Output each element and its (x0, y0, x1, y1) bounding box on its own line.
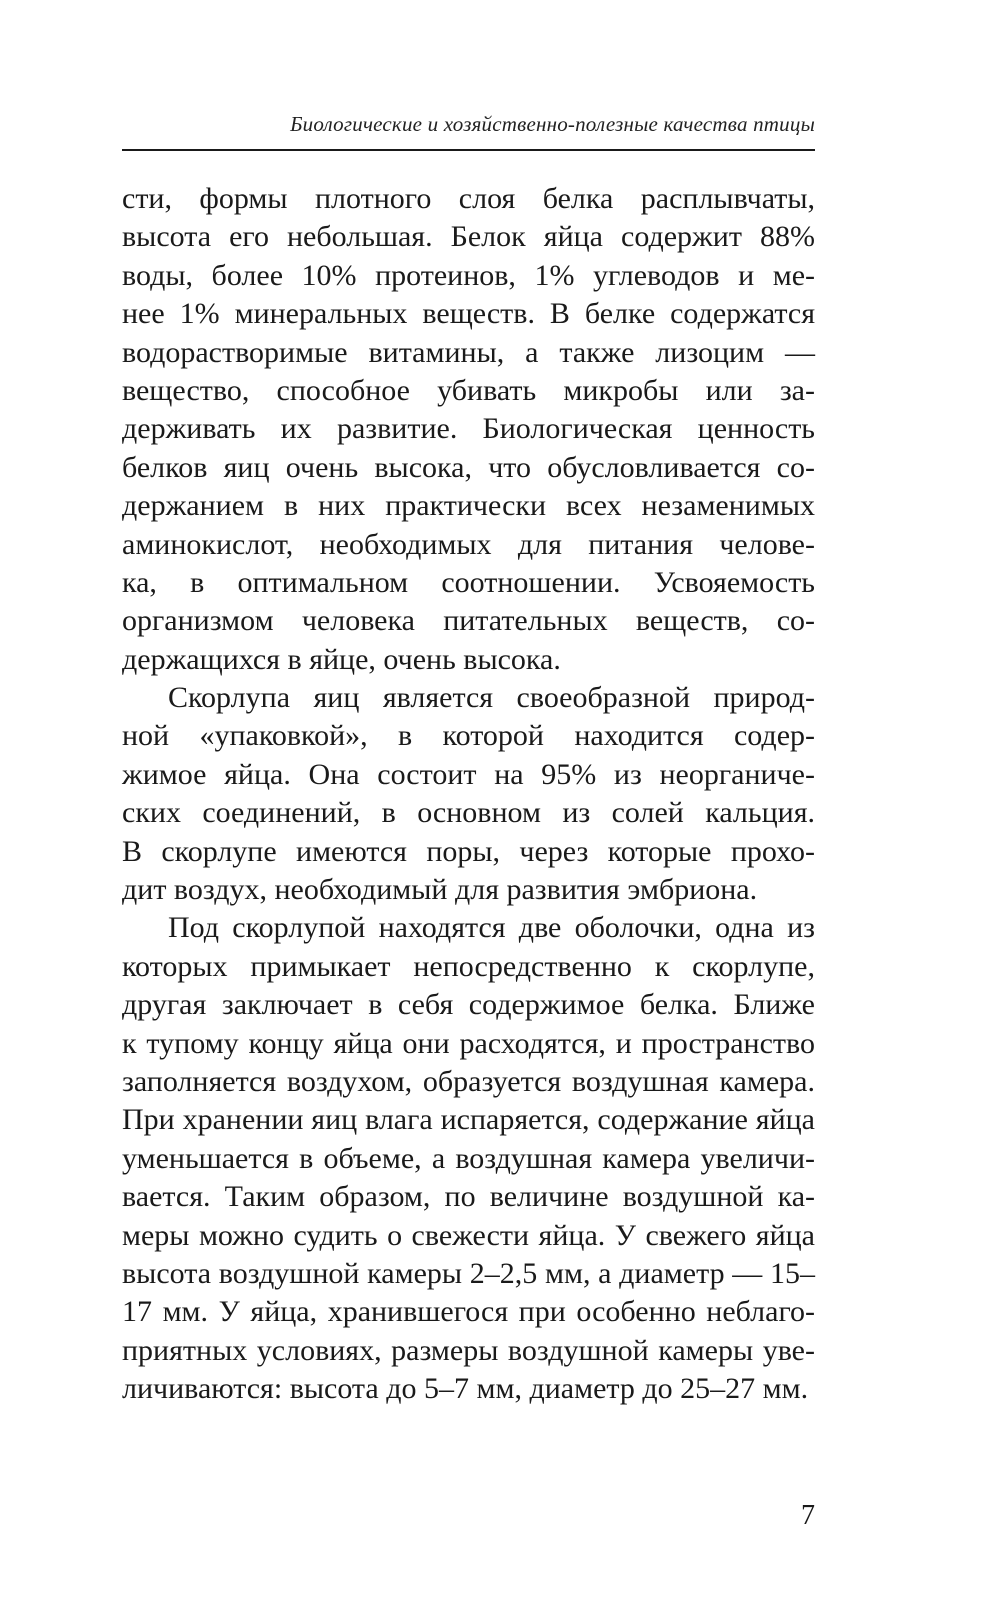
text-line: организмом человека питательных веществ, со- (122, 604, 815, 638)
text-line: другая заключает в себя содержимое белка. Ближе (122, 988, 815, 1022)
text-line: Под скорлупой находятся две оболочки, одна из (168, 911, 815, 945)
text-line: жимое яйца. Она состоит на 95% из неорганиче- (122, 757, 815, 791)
text-line: высота воздушной камеры 2–2,5 мм, а диаметр — 15– (122, 1256, 815, 1290)
body-text (122, 180, 815, 1409)
paragraph (122, 180, 815, 679)
page-number: 7 (801, 1500, 815, 1531)
text-line: Скорлупа яиц является своеобразной природ- (168, 681, 815, 715)
text-line: держанием в них практически всех незаменимых (122, 489, 815, 523)
text-line: личиваются: высота до 5–7 мм, диаметр до 25–27 мм. (122, 1372, 809, 1406)
header-rule (122, 149, 815, 151)
text-line: сти, формы плотного слоя белка расплывчаты, (122, 182, 815, 215)
text-line: ских соединений, в основном из солей кальция. (122, 796, 815, 830)
text-line: уменьшается в объеме, а воздушная камера увеличи- (122, 1141, 815, 1175)
paragraph (122, 679, 815, 909)
text-line: ка, в оптимальном соотношении. Усвояемость (122, 565, 815, 599)
text-line: держивать их развитие. Биологическая ценность (122, 412, 815, 446)
paragraph (122, 909, 815, 1408)
text-line: нее 1% минеральных веществ. В белке содержатся (122, 297, 815, 331)
text-line: которых примыкает непосредственно к скорлупе, (122, 949, 815, 983)
text-line: воды, более 10% протеинов, 1% углеводов и ме- (122, 258, 815, 292)
text-line: к тупому концу яйца они расходятся, и пространство (122, 1026, 815, 1060)
text-line: 17 мм. У яйца, хранившегося при особенно неблаго- (122, 1295, 815, 1329)
text-line: В скорлупе имеются поры, через которые прохо- (122, 834, 815, 868)
text-line: заполняется воздухом, образуется воздушная камера. (122, 1064, 815, 1098)
text-line: белков яиц очень высока, что обусловливается со- (122, 450, 815, 484)
text-line: вается. Таким образом, по величине воздушной ка- (122, 1180, 815, 1214)
text-line: меры можно судить о свежести яйца. У свежего яйца (122, 1218, 815, 1252)
text-line: водорастворимые витамины, а также лизоцим — (122, 335, 815, 369)
running-head: Биологические и хозяйственно-полезные качества птицы (290, 112, 815, 136)
text-line: приятных условиях, размеры воздушной камеры уве- (122, 1333, 815, 1367)
text-line: дит воздух, необходимый для развития эмбриона. (122, 873, 758, 907)
text-line: держащихся в яйце, очень высока. (122, 642, 561, 676)
text-line: вещество, способное убивать микробы или за- (122, 373, 815, 407)
text-line: высота его небольшая. Белок яйца содержит 88% (122, 220, 815, 254)
text-line: ной «упаковкой», в которой находится содер- (122, 719, 815, 753)
text-line: При хранении яиц влага испаряется, содержание яйца (122, 1103, 815, 1137)
text-line: аминокислот, необходимых для питания челове- (122, 527, 815, 561)
